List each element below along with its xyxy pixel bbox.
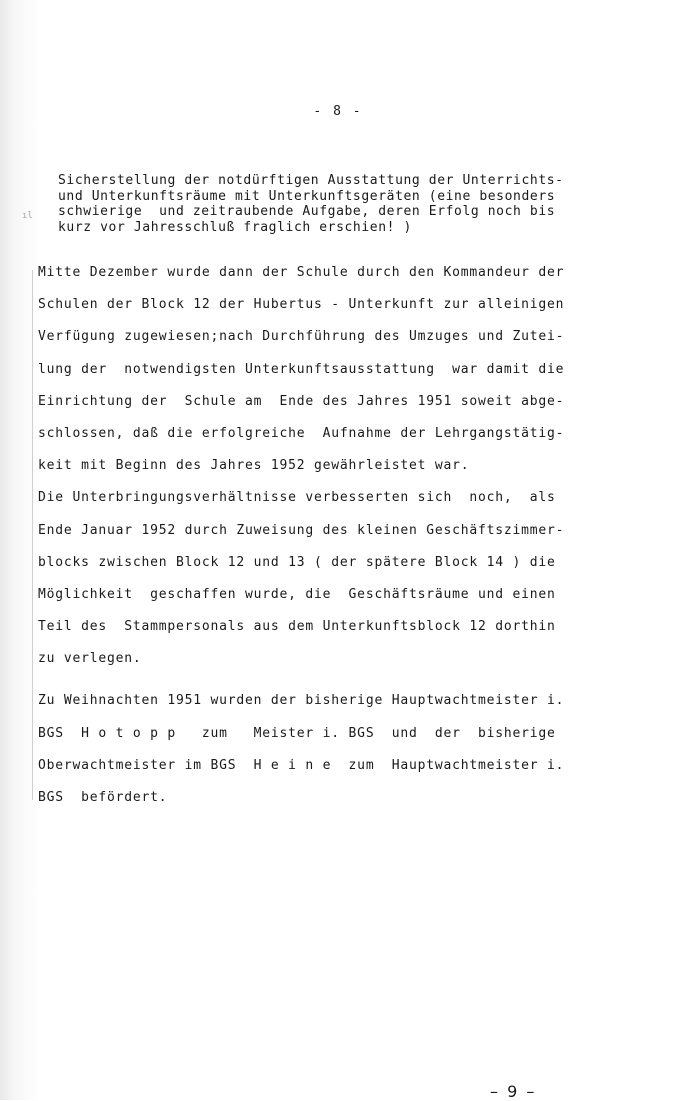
text-line: BGS H o t o p p zum Meister i. BGS und der bisherige	[38, 725, 556, 741]
text-line: Die Unterbringungsverhältnisse verbesserten sich noch, als	[38, 490, 556, 506]
paragraph-december	[38, 264, 623, 489]
text-line: zu verlegen.	[38, 651, 142, 667]
page-number-bottom: – 9 –	[490, 1082, 537, 1101]
intro-line: kurz vor Jahresschluß fraglich erschien! )	[58, 219, 412, 235]
intro-paragraph	[58, 173, 618, 235]
main-text	[38, 264, 623, 821]
text-line: Mitte Dezember wurde dann der Schule durch den Kommandeur der	[38, 265, 565, 280]
text-line: lung der notwendigsten Unterkunftsausstattung war damit die	[38, 361, 565, 377]
text-line: Verfügung zugewiesen;nach Durchführung des Umzuges und Zutei-	[38, 329, 565, 345]
text-line: Ende Januar 1952 durch Zuweisung des kleinen Geschäftszimmer-	[38, 522, 565, 538]
margin-mark: ıl	[22, 211, 33, 221]
text-line: Teil des Stammpersonals aus dem Unterkunftsblock 12 dorthin	[38, 619, 556, 635]
text-line: Zu Weihnachten 1951 wurden der bisherige Hauptwachtmeister i.	[38, 693, 565, 709]
paragraph-gap	[38, 682, 623, 692]
paragraph-promotions	[38, 692, 623, 821]
paragraph-january	[38, 489, 623, 682]
text-line: keit mit Beginn des Jahres 1952 gewährleistet war.	[38, 458, 470, 474]
intro-line: Sicherstellung der notdürftigen Ausstattung der Unterrichts-	[58, 173, 564, 188]
text-line: Möglichkeit geschaffen wurde, die Geschäftsräume und einen	[38, 586, 556, 602]
page-number-top: - 8 -	[313, 104, 363, 119]
text-line: blocks zwischen Block 12 und 13 ( der spätere Block 14 ) die	[38, 554, 556, 570]
intro-line: und Unterkunftsräume mit Unterkunftsgeräten (eine besonders	[58, 188, 556, 204]
text-line: Schulen der Block 12 der Hubertus - Unterkunft zur alleinigen	[38, 297, 565, 313]
left-margin-shadow	[32, 270, 33, 800]
text-line: Einrichtung der Schule am Ende des Jahres 1951 soweit abge-	[38, 393, 565, 409]
intro-line: schwierige und zeitraubende Aufgabe, deren Erfolg noch bis	[58, 204, 556, 219]
text-line: BGS befördert.	[38, 790, 168, 805]
text-line: schlossen, daß die erfolgreiche Aufnahme der Lehrgangstätig-	[38, 425, 565, 441]
text-line: Oberwachtmeister im BGS H e i n e zum Hauptwachtmeister i.	[38, 757, 565, 773]
